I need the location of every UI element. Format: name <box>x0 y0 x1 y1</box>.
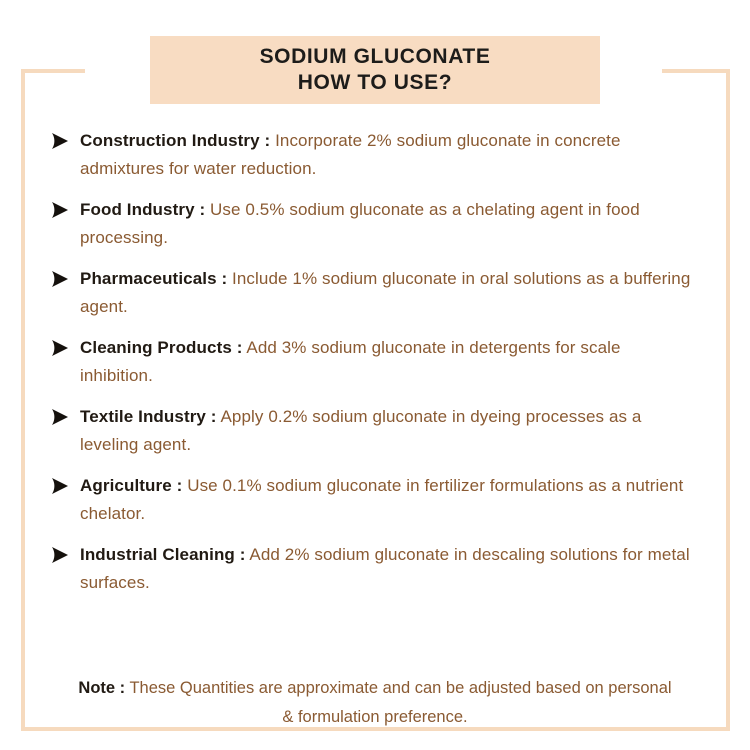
list-item <box>52 127 700 183</box>
arrowhead-right-icon <box>52 409 68 425</box>
list-item-description: Include 1% sodium gluconate in oral solutions as a buffering agent. <box>80 269 691 316</box>
list-item-description: Add 2% sodium gluconate in descaling solutions for metal surfaces. <box>80 545 690 592</box>
arrowhead-right-icon <box>52 271 68 287</box>
frame-top-right-border <box>662 69 730 73</box>
list-item-label: Textile Industry : <box>80 407 217 426</box>
list-item-description: Add 3% sodium gluconate in detergents for scale inhibition. <box>80 338 621 385</box>
list-item <box>52 541 700 597</box>
list-item-label: Agriculture : <box>80 476 183 495</box>
list-item-text <box>80 196 696 252</box>
list-item-description: Apply 0.2% sodium gluconate in dyeing processes as a leveling agent. <box>80 407 642 454</box>
list-item-label: Industrial Cleaning : <box>80 545 246 564</box>
list-item-description: Use 0.1% sodium gluconate in fertilizer formulations as a nutrient chelator. <box>80 476 684 523</box>
list-item-label: Pharmaceuticals : <box>80 269 228 288</box>
note-label: Note : <box>78 679 126 697</box>
note <box>75 674 675 732</box>
arrowhead-right-icon <box>52 133 68 149</box>
arrowhead-right-icon <box>52 340 68 356</box>
list-item-label: Construction Industry : <box>80 131 271 150</box>
note-text: These Quantities are approximate and can be adjusted based on personal & formulation preference. <box>129 679 672 726</box>
list-item <box>52 403 700 459</box>
frame-left-border <box>21 69 25 731</box>
list-item-description: Use 0.5% sodium gluconate as a chelating agent in food processing. <box>80 200 640 247</box>
list-item <box>52 265 700 321</box>
frame-right-border <box>726 69 730 731</box>
arrowhead-right-icon <box>52 478 68 494</box>
page-title-line2: HOW TO USE? <box>297 71 453 94</box>
list-item <box>52 196 700 252</box>
header-banner <box>150 36 600 104</box>
list-item-description: Incorporate 2% sodium gluconate in concrete admixtures for water reduction. <box>80 131 621 178</box>
list-item-text <box>80 334 696 390</box>
list-item-label: Food Industry : <box>80 200 206 219</box>
list-item <box>52 472 700 528</box>
list-item-text <box>80 472 696 528</box>
usage-list <box>52 127 700 597</box>
page-title-line1: SODIUM GLUCONATE <box>259 45 491 68</box>
list-item-text <box>80 127 696 183</box>
list-item-text <box>80 265 696 321</box>
list-item-label: Cleaning Products : <box>80 338 243 357</box>
list-item <box>52 334 700 390</box>
list-item-text <box>80 403 696 459</box>
arrowhead-right-icon <box>52 547 68 563</box>
frame-top-left-border <box>21 69 85 73</box>
arrowhead-right-icon <box>52 202 68 218</box>
list-item-text <box>80 541 696 597</box>
